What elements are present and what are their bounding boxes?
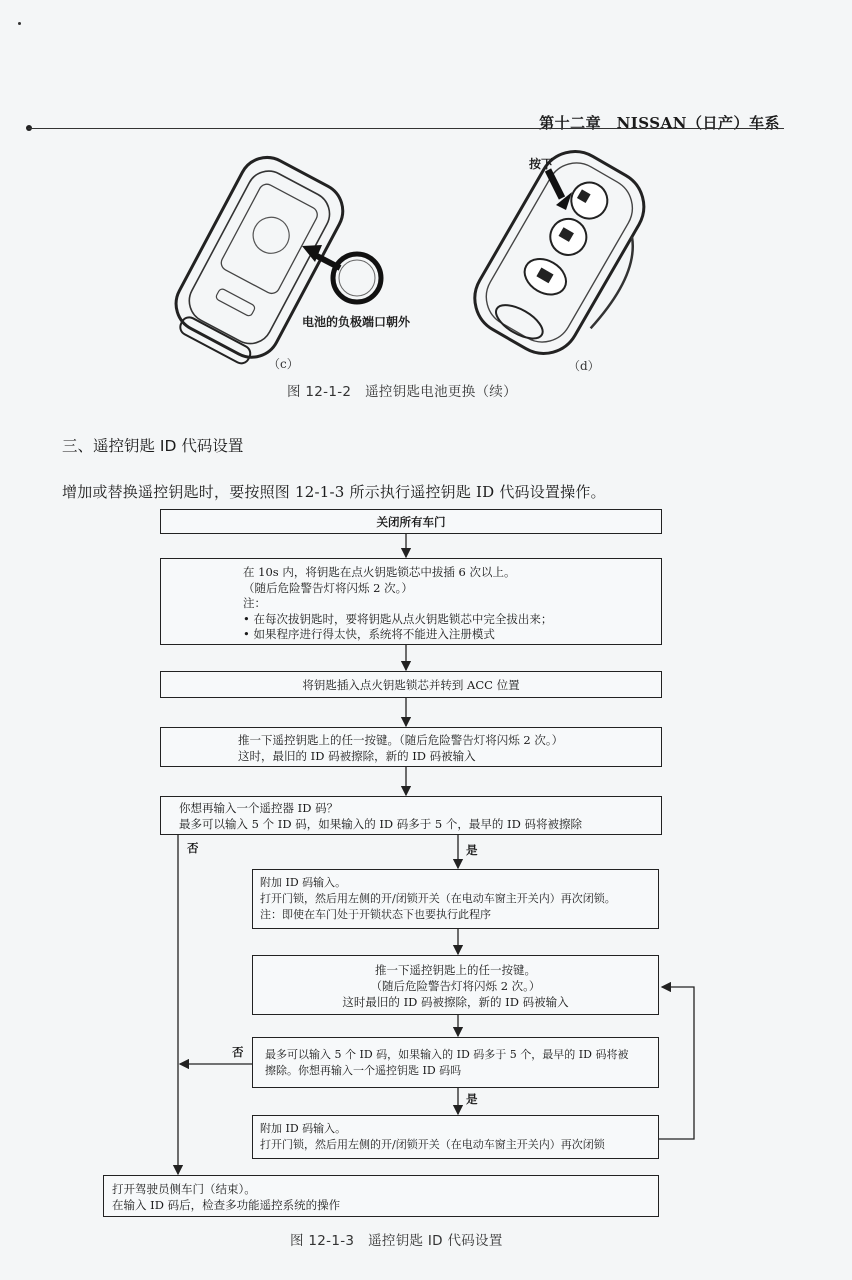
step-additional-id-input	[252, 869, 659, 929]
step-press-remote-button-2	[252, 955, 659, 1015]
figure-label-d: （d）	[568, 359, 600, 373]
step6-line: （随后危险警告灯将闪烁 2 次。）	[370, 979, 541, 993]
step-key-acc	[160, 671, 662, 698]
decision1-line: 最多可以输入 5 个 ID 码，如果输入的 ID 码多于 5 个，最早的 ID 码将被擦除	[179, 817, 582, 831]
step4-line: 这时，最旧的 ID 码被擦除，新的 ID 码被输入	[238, 749, 476, 763]
step6-line: 这时最旧的 ID 码被擦除，新的 ID 码被输入	[342, 995, 569, 1009]
step5-line: 注：即使在车门处于开锁状态下也要执行此程序	[260, 908, 491, 921]
step3-text: 将钥匙插入点火钥匙锁芯并转到 ACC 位置	[302, 678, 520, 692]
figure-caption-12-1-2: 图 12-1-2 遥控钥匙电池更换（续）	[287, 384, 517, 400]
step-press-remote-button	[160, 727, 662, 767]
step6-line: 推一下遥控钥匙上的任一按键。	[375, 963, 536, 977]
step2-line: • 如果程序进行得太快，系统将不能进入注册模式	[243, 627, 495, 641]
figure-caption-12-1-3: 图 12-1-3 遥控钥匙 ID 代码设置	[290, 1233, 503, 1249]
step-end-line: 打开驾驶员侧车门（结束）。	[112, 1182, 256, 1196]
section-heading: 三、遥控钥匙 ID 代码设置	[62, 437, 244, 455]
chapter-header: 第十二章 NISSAN（日产）车系	[539, 114, 780, 132]
label-no-2: 否	[232, 1045, 244, 1059]
decision-enter-another-id-2	[252, 1037, 659, 1088]
intro-paragraph: 增加或替换遥控钥匙时，要按照图 12-1-3 所示执行遥控钥匙 ID 代码设置操作。	[62, 483, 606, 501]
decision1-line: 你想再输入一个遥控器 ID 码？	[179, 801, 339, 815]
step-insert-key-6-times	[160, 558, 662, 645]
step5-line: 打开门锁，然后用左侧的开/闭锁开关（在电动车窗主开关内）再次闭锁。	[260, 892, 616, 905]
step4-line: 推一下遥控钥匙上的任一按键。（随后危险警告灯将闪烁 2 次。）	[238, 733, 564, 747]
step2-line: 在 10s 内，将钥匙在点火钥匙锁芯中拔插 6 次以上。	[243, 565, 516, 579]
step-open-driver-door-end	[103, 1175, 659, 1217]
decision-enter-another-id	[160, 796, 662, 835]
step-end-line: 在输入 ID 码后，检查多功能遥控系统的操作	[112, 1198, 341, 1212]
label-yes-1: 是	[466, 843, 478, 857]
decision2-line: 最多可以输入 5 个 ID 码，如果输入的 ID 码多于 5 个，最早的 ID 码将被	[265, 1048, 629, 1061]
step7-line: 打开门锁，然后用左侧的开/闭锁开关（在电动车窗主开关内）再次闭锁	[260, 1138, 605, 1151]
battery-callout: 电池的负极端口朝外	[302, 315, 411, 329]
press-callout: 按下	[529, 157, 554, 171]
step-close-doors-text: 关闭所有车门	[376, 515, 446, 529]
label-yes-2: 是	[466, 1092, 478, 1106]
step2-line: 注：	[243, 596, 266, 610]
step-close-doors	[160, 509, 662, 534]
step5-line: 附加 ID 码输入。	[260, 876, 347, 889]
figure-label-c: （c）	[268, 357, 299, 371]
decision2-line: 擦除。你想再输入一个遥控钥匙 ID 码吗	[265, 1064, 462, 1077]
step2-line: • 在每次拔钥匙时，要将钥匙从点火钥匙锁芯中完全拔出来；	[243, 611, 553, 626]
step-additional-id-input-2	[252, 1115, 659, 1159]
step2-line: （随后危险警告灯将闪烁 2 次。）	[243, 580, 413, 595]
step7-line: 附加 ID 码输入。	[260, 1122, 347, 1135]
label-no-1: 否	[187, 841, 199, 855]
